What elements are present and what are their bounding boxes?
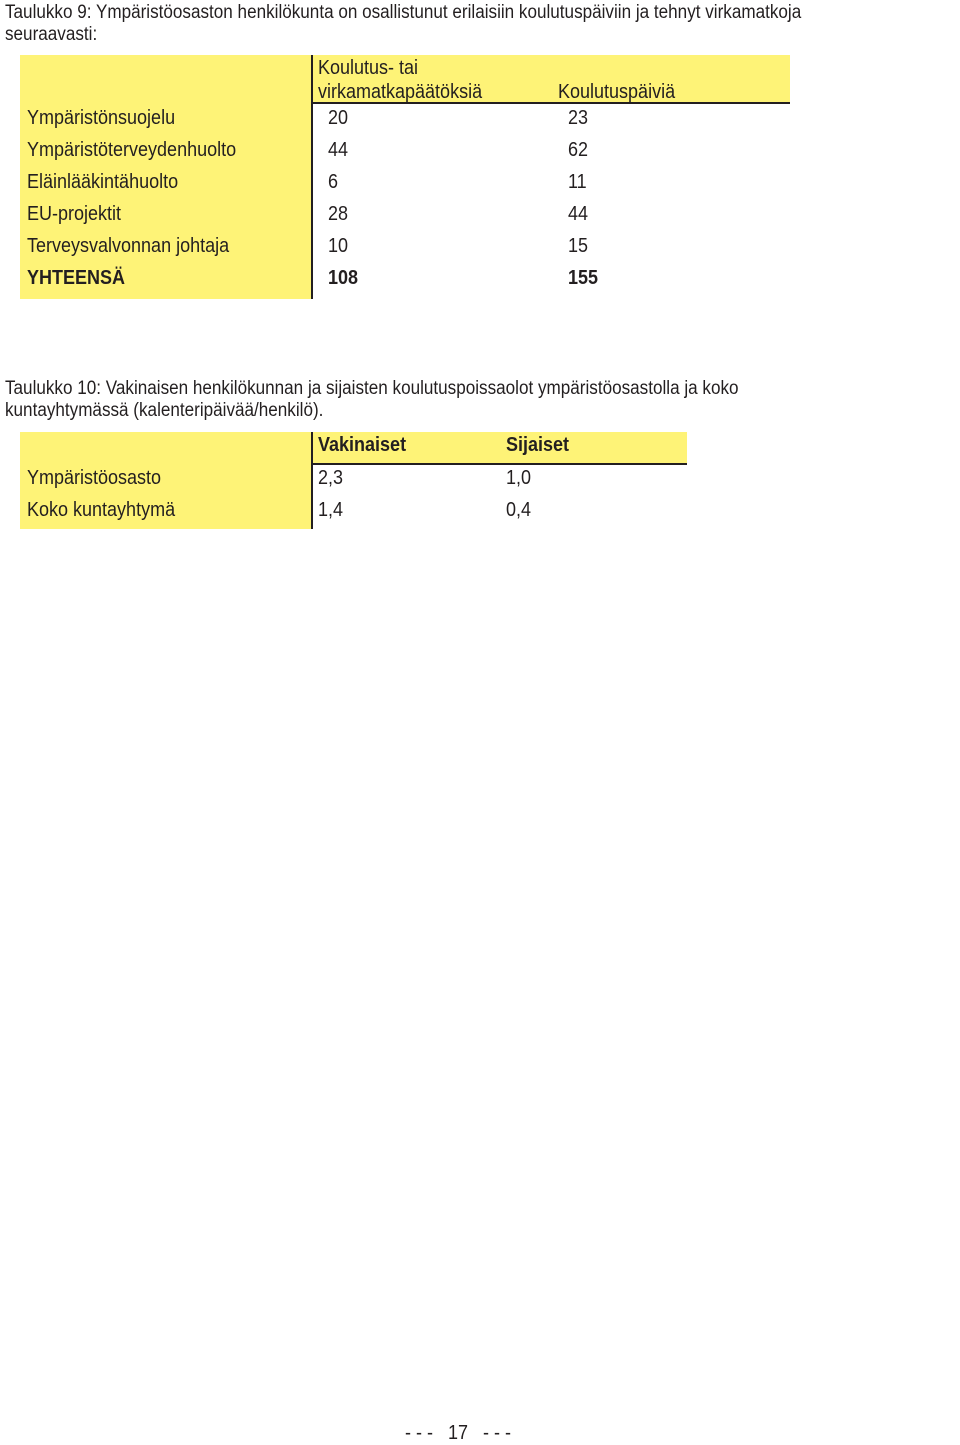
table10-caption: Taulukko 10: Vakinaisen henkilökunnan ja sijaisten koulutuspoissaolot ympäristöosastolla ja koko kuntayhtymässä (kalenteripäivää/henkilö). [5, 378, 739, 421]
table9-header-col2: Koulutuspäiviä [558, 81, 676, 103]
row-label: Ympäristöterveydenhuolto [27, 139, 237, 161]
row-value-col1: 6 [328, 171, 339, 193]
total-value-col1: 108 [328, 267, 359, 289]
row-value-col2: 15 [568, 235, 589, 257]
table10-header-col1: Vakinaiset [318, 434, 407, 456]
table10-column-divider [311, 432, 313, 529]
table9-caption: Taulukko 9: Ympäristöosaston henkilökunta on osallistunut erilaisiin koulutuspäiviin ja tehnyt virkamatkoja seuraavasti: [5, 2, 802, 45]
page-number: - - - 17 - - - [405, 1422, 512, 1444]
row-value-col2: 23 [568, 107, 589, 129]
table10-header-col2: Sijaiset [506, 434, 570, 456]
row-value-col2: 0,4 [506, 499, 532, 521]
row-value-col2: 62 [568, 139, 589, 161]
row-value-col1: 1,4 [318, 499, 344, 521]
row-label: Terveysvalvonnan johtaja [27, 235, 230, 257]
table9-header-col1-line1: Koulutus- tai [318, 57, 419, 79]
total-value-col2: 155 [568, 267, 599, 289]
row-value-col1: 44 [328, 139, 349, 161]
row-label: EU-projektit [27, 203, 122, 225]
row-label: Koko kuntayhtymä [27, 499, 176, 521]
row-value-col1: 28 [328, 203, 349, 225]
row-label: Eläinlääkintähuolto [27, 171, 179, 193]
row-value-col2: 44 [568, 203, 589, 225]
row-value-col2: 1,0 [506, 467, 532, 489]
table10-header-rule [311, 463, 687, 465]
table9-header-col1-line2: virkamatkapäätöksiä [318, 81, 483, 103]
row-value-col2: 11 [568, 171, 587, 193]
row-value-col1: 20 [328, 107, 349, 129]
table9-column-divider [311, 55, 313, 299]
row-label: Ympäristönsuojelu [27, 107, 176, 129]
row-value-col1: 10 [328, 235, 349, 257]
row-value-col1: 2,3 [318, 467, 344, 489]
row-label: Ympäristöosasto [27, 467, 162, 489]
total-label: YHTEENSÄ [27, 267, 126, 289]
